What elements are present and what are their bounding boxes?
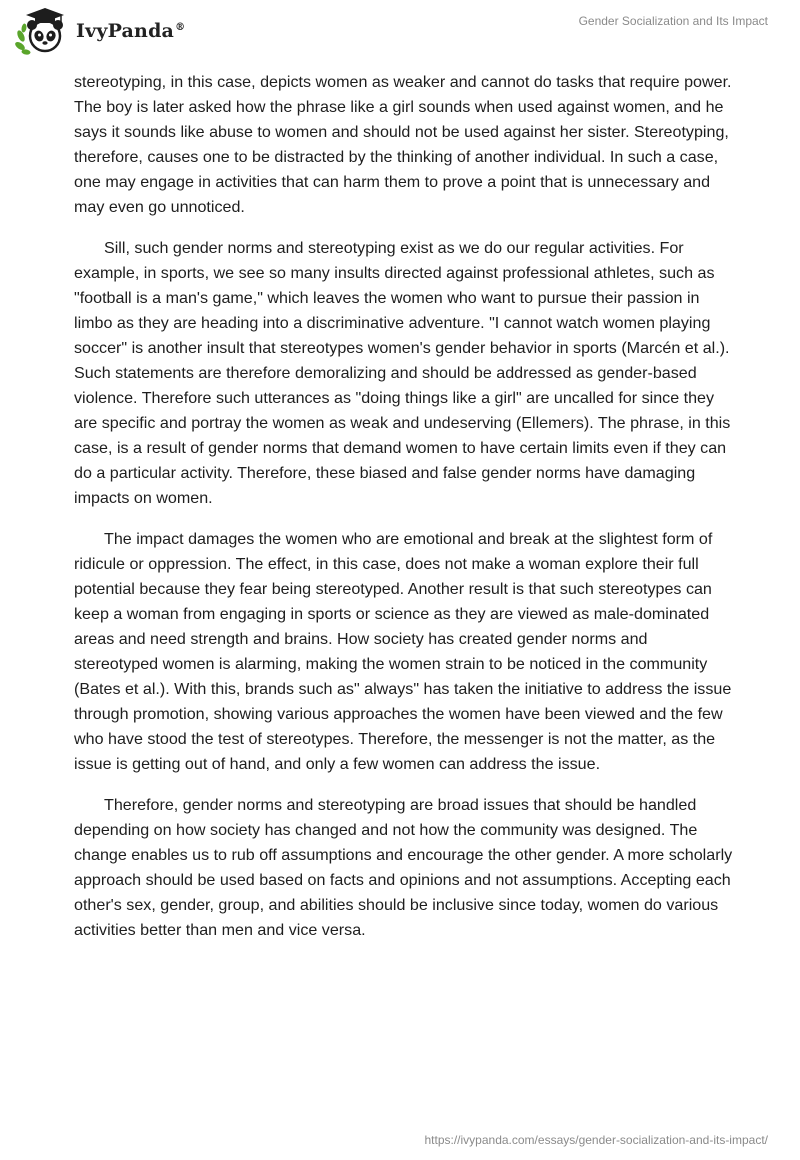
source-url[interactable]: https://ivypanda.com/essays/gender-socialization-and-its-impact/ bbox=[424, 1133, 768, 1147]
paragraph: The impact damages the women who are emotional and break at the slightest form of ridicule or oppression. The effect, in this case, does not make a woman explore their full potential because they fear being stereotyped. Another result is that such stereotypes can keep a woman from engaging in sports or science as they are viewed as male-dominated areas and need strength and brains. How society has created gender norms and stereotyped women is alarming, making the women strain to be noticed in the community (Bates et al.). With this, brands such as" always" has taken the initiative to address the issue through promotion, showing various approaches the women have been viewed and the few who have stood the test of stereotypes. Therefore, the messenger is not the matter, as the issue is getting out of hand, and only a few women can address the issue. bbox=[74, 530, 732, 773]
running-title: Gender Socialization and Its Impact bbox=[578, 14, 768, 28]
brand-name: IvyPanda® bbox=[76, 20, 186, 42]
page-header bbox=[0, 0, 800, 70]
paragraph: Therefore, gender norms and stereotyping are broad issues that should be handled depending on how society has changed and not how the community was designed. The change enables us to rub off assumptions and encourage the other gender. A more scholarly approach should be used based on facts and opinions and not assumptions. Accepting each other's sex, gender, group, and abilities should be inclusive since today, women do various activities better than men and vice versa. bbox=[74, 796, 733, 939]
ivypanda-logo[interactable] bbox=[14, 6, 185, 56]
registered-mark: ® bbox=[175, 21, 186, 33]
paragraph: Sill, such gender norms and stereotyping exist as we do our regular activities. For example, in sports, we see so many insults directed against professional athletes, such as "football is a man's game," which leaves the women who want to pursue their passion in limbo as they are heading into a discriminative adventure. "I cannot watch women playing soccer" is another insult that stereotypes women's gender behavior in sports (Marcén et al.). Such statements are therefore demoralizing and should be addressed as gender-based violence. Therefore such utterances as "doing things like a girl" are uncalled for since they are specific and portray the women as weak and undeserving (Ellemers). The phrase, in this case, is a result of gender norms that demand women to have certain limits even if they can do a particular activity. Therefore, these biased and false gender norms have damaging impacts on women. bbox=[74, 239, 731, 507]
paragraph: stereotyping, in this case, depicts women as weaker and cannot do tasks that require power. The boy is later asked how the phrase like a girl sounds when used against women, and he says it sounds like abuse to women and should not be used against her sister. Stereotyping, therefore, causes one to be distracted by the thinking of another individual. In such a case, one may engage in activities that can harm them to prove a point that is unnecessary and may even go unnoticed. bbox=[74, 73, 732, 216]
essay-body bbox=[74, 70, 734, 959]
panda-graduate-icon bbox=[14, 6, 70, 56]
